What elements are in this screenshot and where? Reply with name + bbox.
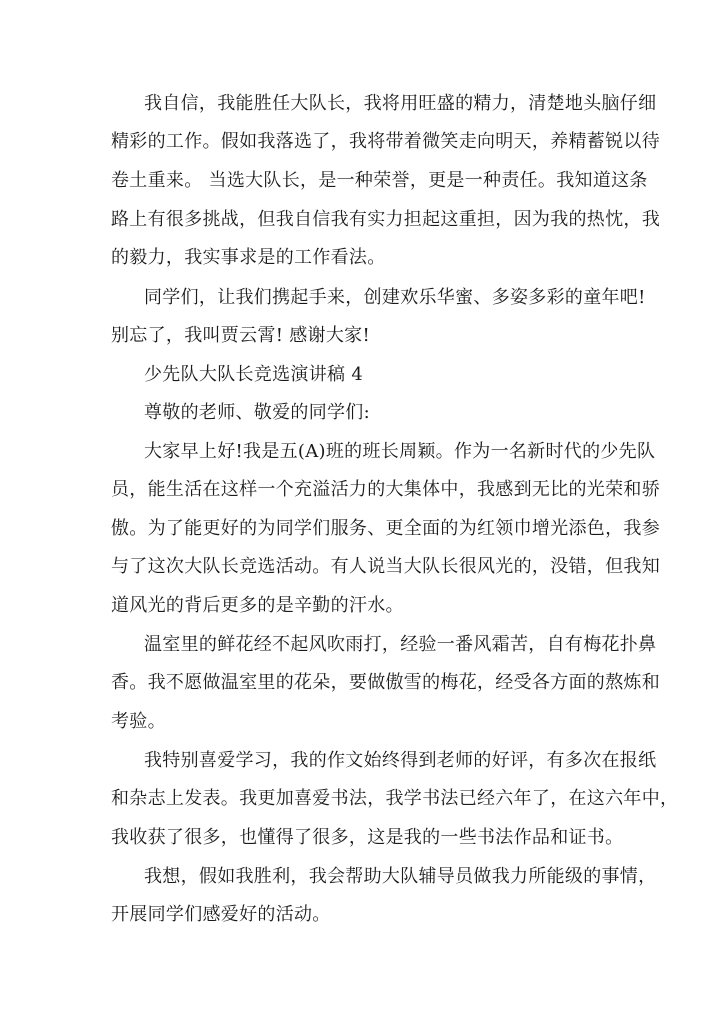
paragraph-5-line-2: 和杂志上发表。我更加喜爱书法，我学书法已经六年了，在这六年中， [111,788,679,809]
paragraph-3-line-2: 员，能生活在这样一个充溢活力的大集体中，我感到无比的光荣和骄 [111,479,660,500]
paragraph-3-line-1: 大家早上好!我是五(A)班的班长周颖。作为一名新时代的少先队 [144,441,656,462]
paragraph-2-line-1: 同学们，让我们携起手来，创建欢乐华蜜、多姿多彩的童年吧! [144,287,646,308]
paragraph-4-line-3: 考验。 [111,711,166,732]
paragraph-4-line-2: 香。我不愿做温室里的花朵，要做傲雪的梅花，经受各方面的熬炼和 [111,672,660,693]
paragraph-1-line-3: 卷土重来。 当选大队长，是一种荣誉，更是一种责任。我知道这条 [111,170,648,191]
paragraph-1-line-5: 的毅力，我实事求是的工作看法。 [111,247,386,268]
section-title: 少先队大队长竞选演讲稿 4 [144,364,364,385]
paragraph-3-line-3: 傲。为了能更好的为同学们服务、更全面的为红领巾增光添色，我参 [111,518,660,539]
paragraph-2-line-2: 别忘了，我叫贾云霄! 感谢大家! [111,325,370,346]
paragraph-5-line-3: 我收获了很多，也懂得了很多，这是我的一些书法作品和证书。 [111,827,624,848]
greeting-line: 尊敬的老师、敬爱的同学们: [144,402,370,423]
paragraph-3-line-5: 道风光的背后更多的是辛勤的汗水。 [111,595,404,616]
paragraph-1-line-2: 精彩的工作。假如我落选了，我将带着微笑走向明天，养精蓄锐以待 [111,131,660,152]
paragraph-5-line-1: 我特别喜爱学习，我的作文始终得到老师的好评，有多次在报纸 [144,750,657,771]
paragraph-6-line-2: 开展同学们感爱好的活动。 [111,904,331,925]
paragraph-1-line-4: 路上有很多挑战，但我自信我有实力担起这重担，因为我的热忱，我 [111,209,660,230]
paragraph-3-line-4: 与了这次大队长竞选活动。有人说当大队长很风光的，没错，但我知 [111,556,660,577]
paragraph-1-line-1: 我自信，我能胜任大队长，我将用旺盛的精力，清楚地头脑仔细 [144,93,657,114]
paragraph-4-line-1: 温室里的鲜花经不起风吹雨打，经验一番风霜苦，自有梅花扑鼻 [144,634,657,655]
paragraph-6-line-1: 我想，假如我胜利，我会帮助大队辅导员做我力所能级的事情， [144,866,657,887]
